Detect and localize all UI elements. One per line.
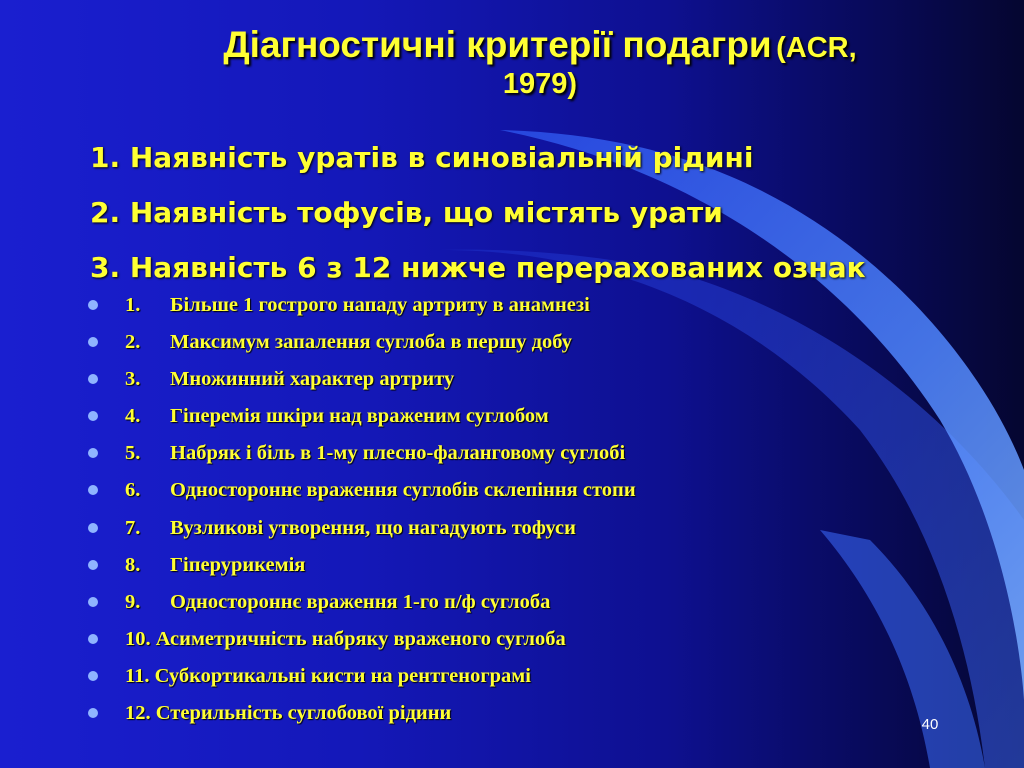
criterion-item: 3. Наявність 6 з 12 нижче перерахованих ознак — [90, 251, 866, 284]
title-source: (ACR, — [776, 32, 857, 64]
item-number: 9. — [125, 590, 141, 613]
item-number: 6. — [125, 479, 141, 502]
title-year: 1979) — [502, 68, 578, 101]
item-text: 11. Субкортикальні кисти на рентгенограмі — [125, 664, 531, 687]
page-number: 40 — [921, 716, 939, 733]
item-number: 8. — [125, 553, 141, 576]
item-number: 2. — [125, 331, 141, 354]
item-number: 7. — [125, 516, 141, 539]
item-text: Одностороннє враження 1-го п/ф суглоба — [170, 590, 551, 613]
title-main: Діагностичні критерії подагри — [223, 24, 772, 65]
bullet-icon — [88, 597, 98, 607]
item-text: Множинний характер артриту — [170, 368, 455, 391]
item-text: Більше 1 гострого нападу артриту в анамнезі — [170, 294, 590, 316]
bullet-icon — [88, 708, 98, 718]
item-number: 4. — [125, 405, 141, 428]
item-number: 5. — [125, 442, 141, 465]
item-text: 12. Стерильність суглобової рідини — [125, 702, 452, 725]
bullet-icon — [88, 523, 98, 533]
item-number: 3. — [125, 368, 141, 391]
slide-title — [100, 22, 980, 103]
item-text: Одностороннє враження суглобів склепіння стопи — [170, 479, 636, 502]
bullet-icon — [88, 634, 98, 644]
item-text: Гіперурикемія — [170, 553, 306, 576]
item-number: 1. — [125, 294, 141, 316]
criterion-item: 2. Наявність тофусів, що містять урати — [90, 196, 723, 229]
item-text: Максимум запалення суглоба в першу добу — [170, 331, 572, 354]
item-text: 10. Асиметричність набряку враженого суглоба — [125, 627, 566, 650]
item-text: Набряк і біль в 1-му плесно-фаланговому суглобі — [170, 442, 626, 465]
criterion-item: 1. Наявність уратів в синовіальній рідині — [90, 141, 754, 174]
main-criteria-list — [90, 138, 866, 303]
bullet-icon — [88, 560, 98, 570]
bullet-icon — [88, 671, 98, 681]
item-text: Гіперемія шкіри над враженим суглобом — [170, 405, 549, 428]
item-text: Вузликові утворення, що нагадують тофуси — [170, 516, 576, 539]
bullet-icon — [88, 300, 98, 310]
